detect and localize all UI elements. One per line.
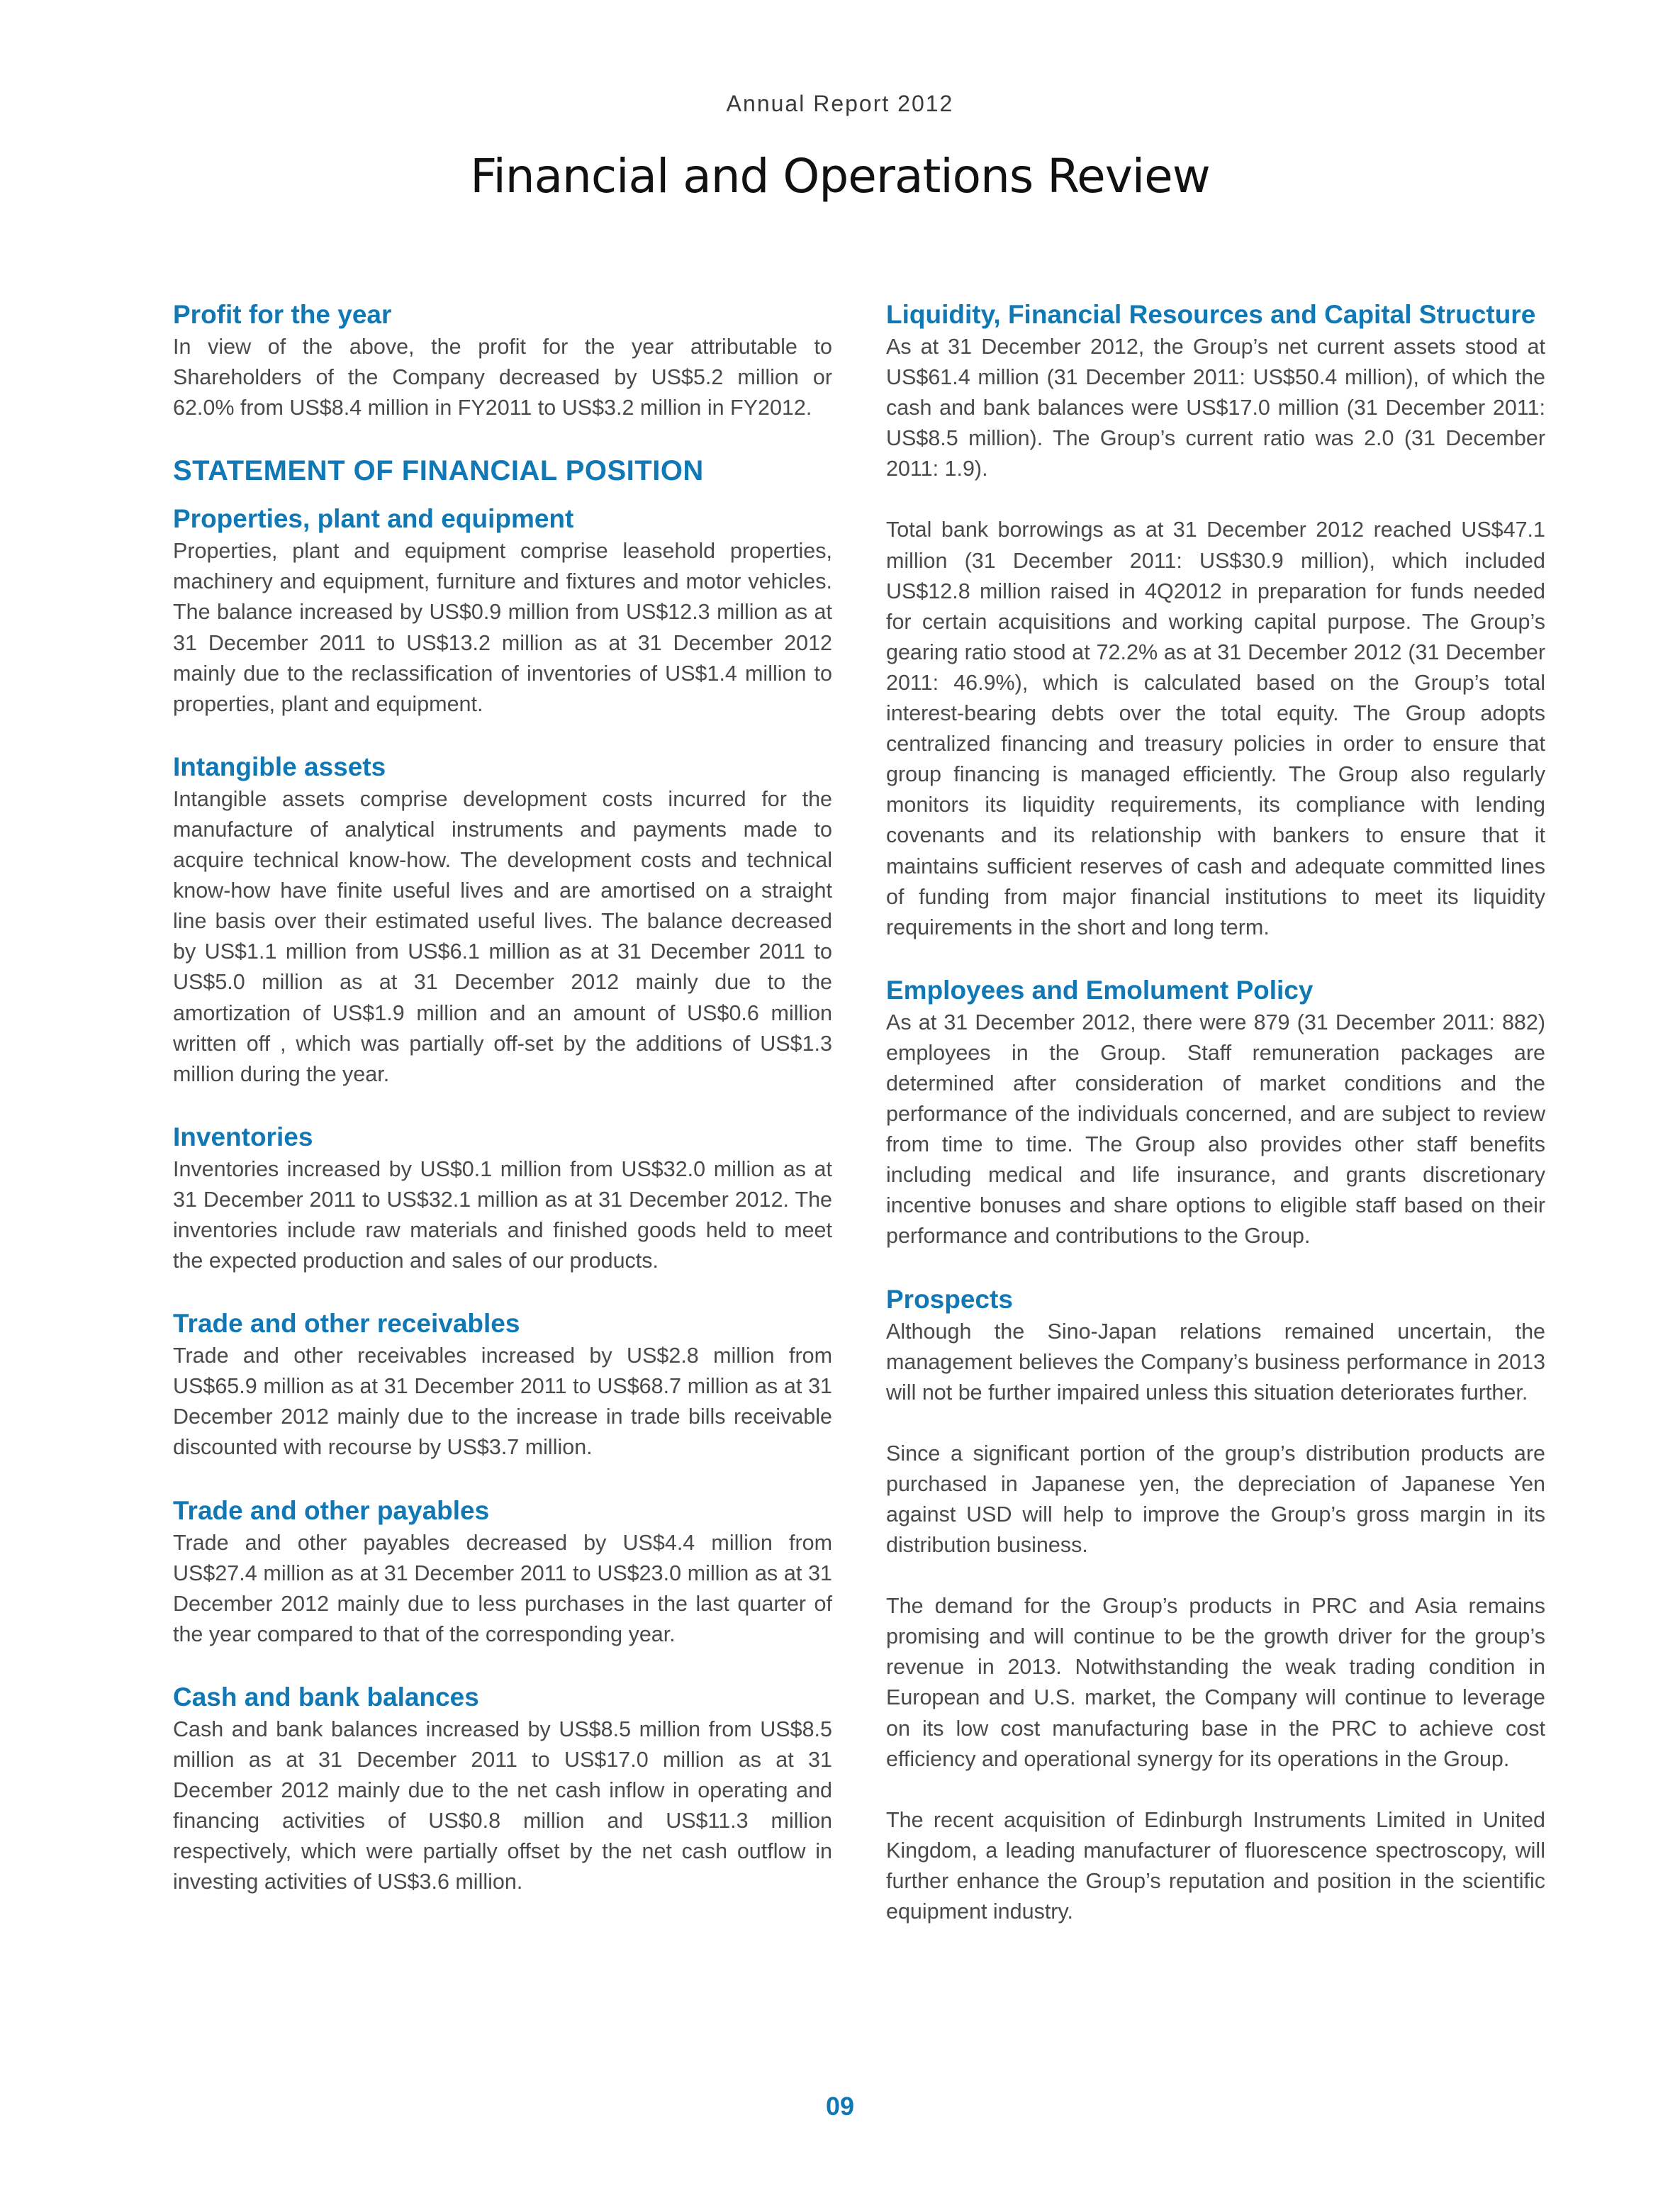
- page-number: 09: [825, 2092, 855, 2121]
- cash-heading: Cash and bank balances: [173, 1682, 479, 1712]
- statement-heading: STATEMENT OF FINANCIAL POSITION: [173, 455, 704, 487]
- liquidity-text-2: Total bank borrowings as at 31 December 2012 reached US$47.1 million (31 December 2011: US$30.9 million), which included US$12.8 million raised in 4Q2012 in preparation for funds needed for certain acquisitions and working capital purpose. The Group’s gearing ratio stood at 72.2% as at 31 December 2012 (31 December 2011: 46.9%), which is calculated based on the Group’s total interest-bearing debts over the total equity. The Group adopts centralized financing and treasury policies in order to ensure that group financing is managed efficiently. The Group also regularly monitors its liquidity requirements, its compliance with lending covenants and its relationship with bankers to ensure that it maintains sufficient reserves of cash and adequate committed lines of funding from major financial institutions to meet its liquidity requirements in the short and long term.: [886, 518, 1545, 939]
- liquidity-text-1: As at 31 December 2012, the Group’s net current assets stood at US$61.4 million (31 December 2011: US$50.4 million), of which the cash and bank balances were US$17.0 million (31 December 2011: US$8.5 million). The Group’s current ratio was 2.0 (31 December 2011: 1.9).: [886, 335, 1545, 481]
- page-title: Financial and Operations Review: [470, 149, 1210, 203]
- cash-text: Cash and bank balances increased by US$8.5 million from US$8.5 million as at 31 December 2011 to US$17.0 million as at 31 December 2012 mainly due to the net cash inflow in operating and financing activities of US$0.8 million and US$11.3 million respectively, which were partially offset by the net cash outflow in investing activities of US$3.6 million.: [173, 1717, 832, 1894]
- employees-heading: Employees and Emolument Policy: [886, 975, 1314, 1005]
- intangible-text: Intangible assets comprise development costs incurred for the manufacture of analytical instruments and payments made to acquire technical know-how. The development costs and technical know-how have finite useful lives and are amortised on a straight line basis over their estimated useful lives. The balance decreased by US$1.1 million from US$6.1 million as at 31 December 2011 to US$5.0 million as at 31 December 2012 mainly due to the amortization of US$1.9 million and an amount of US$0.6 million written off , which was partially off-set by the additions of US$1.3 million during the year.: [173, 786, 832, 1086]
- prospects-text-1: Although the Sino-Japan relations remained uncertain, the management believes the Company’s business performance in 2013 will not be further impaired unless this situation deteriorates further.: [886, 1319, 1545, 1405]
- liquidity-heading: Liquidity, Financial Resources and Capital Structure: [886, 300, 1536, 329]
- prospects-text-3: The demand for the Group’s products in PRC and Asia remains promising and will continue to be the growth driver for the group’s revenue in 2013. Notwithstanding the weak trading condition in European and U.S. market, the Company will continue to leverage on its low cost manufacturing base in the PRC to achieve cost efficiency and operational synergy for its operations in the Group.: [886, 1594, 1545, 1771]
- profit-text: In view of the above, the profit for the year attributable to Shareholders of the Company decreased by US$5.2 million or 62.0% from US$8.4 million in FY2011 to US$3.2 million in FY2012.: [173, 335, 832, 420]
- inventories-text: Inventories increased by US$0.1 million from US$32.0 million as at 31 December 2011 to US$32.1 million as at 31 December 2012. The inventories include raw materials and finished goods held to meet the expected production and sales of our products.: [173, 1156, 832, 1273]
- inventories-heading: Inventories: [173, 1122, 313, 1151]
- prospects-heading: Prospects: [886, 1284, 1013, 1314]
- left-column: [173, 298, 832, 1897]
- right-column: [886, 298, 1545, 1927]
- prospects-text-2: Since a significant portion of the group’s distribution products are purchased in Japanese yen, the depreciation of Japanese Yen against USD will help to improve the Group’s gross margin in its distribution business.: [886, 1441, 1545, 1558]
- payables-text: Trade and other payables decreased by US$4.4 million from US$27.4 million as at 31 December 2011 to US$23.0 million as at 31 December 2012 mainly due to less purchases in the last quarter of the year compared to that of the corresponding year.: [173, 1530, 832, 1646]
- report-label: Annual Report 2012: [726, 91, 954, 116]
- employees-text: As at 31 December 2012, there were 879 (31 December 2011: 882) employees in the Group. Staff remuneration packages are determined after consideration of market conditions and the performance of the individuals concerned, and are subject to review from time to time. The Group also provides other staff benefits including medical and life insurance, and grants discretionary incentive bonuses and share options to eligible staff based on their performance and contributions to the Group.: [886, 1010, 1545, 1249]
- payables-heading: Trade and other payables: [173, 1495, 490, 1525]
- ppe-heading: Properties, plant and equipment: [173, 504, 574, 534]
- profit-heading: Profit for the year: [173, 300, 392, 329]
- intangible-heading: Intangible assets: [173, 752, 386, 781]
- receivables-text: Trade and other receivables increased by US$2.8 million from US$65.9 million as at 31 December 2011 to US$68.7 million as at 31 December 2012 mainly due to the increase in trade bills receivable discounted with recourse by US$3.7 million.: [173, 1344, 832, 1460]
- receivables-heading: Trade and other receivables: [173, 1309, 520, 1339]
- ppe-text: Properties, plant and equipment comprise leasehold properties, machinery and equipment, furniture and fixtures and motor vehicles. The balance increased by US$0.9 million from US$12.3 million as at 31 December 2011 to US$13.2 million as at 31 December 2012 mainly due to the reclassification of inventories of US$1.4 million to properties, plant and equipment.: [173, 539, 832, 716]
- prospects-text-4: The recent acquisition of Edinburgh Instruments Limited in United Kingdom, a leading manufacturer of fluorescence spectroscopy, will further enhance the Group’s reputation and position in the scientific equipment industry.: [886, 1807, 1545, 1924]
